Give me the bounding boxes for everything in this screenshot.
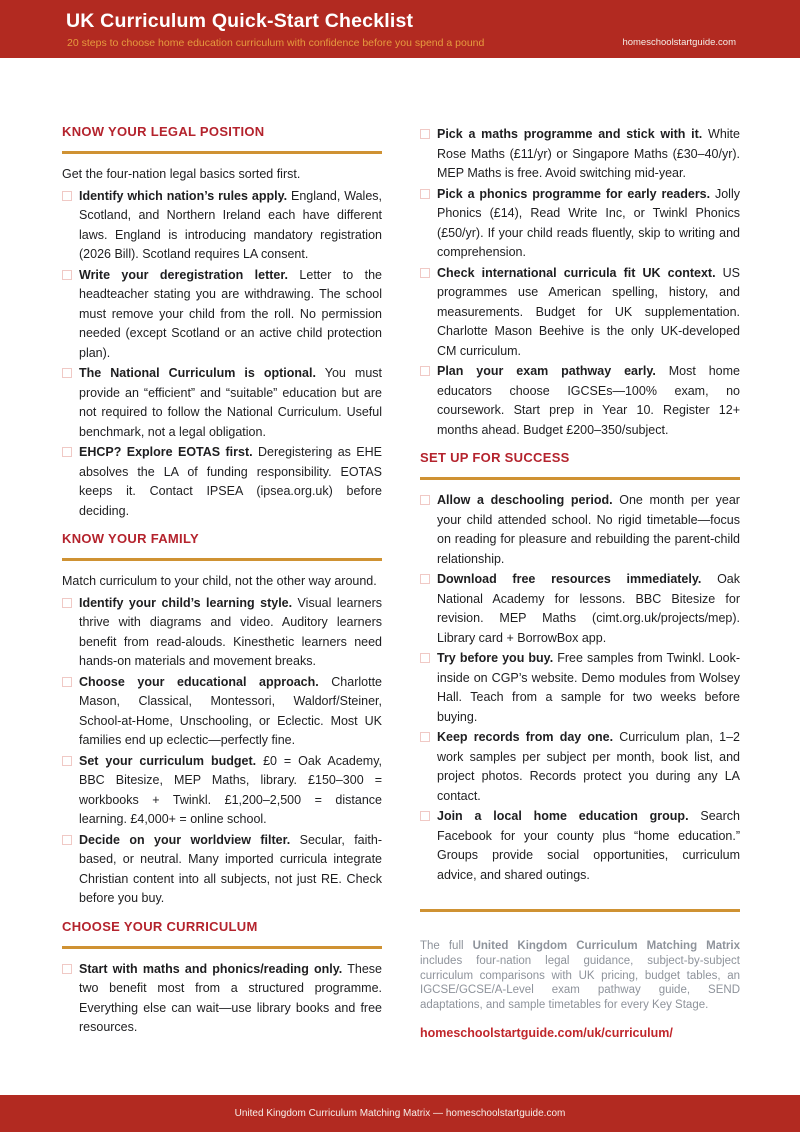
checklist-item-lead: Identify which nation’s rules apply. bbox=[79, 188, 288, 203]
checklist-item-lead: Pick a phonics programme for early readers. bbox=[437, 186, 711, 201]
right-column bbox=[420, 120, 740, 1040]
header-band bbox=[0, 0, 800, 58]
checklist-item-body: £0 = Oak Academy, BBC Bitesize, MEP Maths, library. £150–300 = workbooks + Twinkl. £1,200–2,500 = distance learning. £4,000+ = online school. bbox=[79, 753, 383, 826]
checklist-item bbox=[62, 831, 382, 909]
checklist-item-lead: Write your deregistration letter. bbox=[79, 267, 289, 282]
section bbox=[62, 531, 382, 561]
checklist-item bbox=[420, 125, 740, 184]
footer-text: United Kingdom Curriculum Matching Matrix — homeschoolstartguide.com bbox=[234, 1108, 566, 1119]
curriculum-link[interactable]: homeschoolstartguide.com/uk/curriculum/ bbox=[420, 1025, 673, 1040]
checklist-item-body: Deregistering as EHE absolves the LA of funding responsibility. EOTAS keeps it. Contact IPSEA (ipsea.org.uk) before deciding. bbox=[79, 445, 382, 518]
checklist-item-body: Letter to the headteacher stating you are withdrawing. The school must remove your child from the roll. No permission needed (except Scotland or an active child protection plan). bbox=[79, 267, 383, 360]
checklist-item bbox=[420, 570, 740, 648]
checklist-item-body: Visual learners thrive with diagrams and video. Auditory learners benefit from read-alouds. Kinesthetic learners need hands-on materials and movement breaks. bbox=[79, 595, 382, 668]
checkbox[interactable] bbox=[62, 598, 72, 608]
checklist-item-body: These two benefit most from a structured programme. Everything else can wait—use library books and free resources. bbox=[79, 961, 382, 1034]
checklist-item-body: Most home educators choose IGCSEs—100% exam, no coursework. Start prep in Year 10. Register 12+ months ahead. Budget £200–350/subject. bbox=[437, 364, 740, 437]
section bbox=[62, 124, 382, 154]
checklist-item-body: Free samples from Twinkl. Look-inside on CGP’s website. Demo modules from Wolsey Hall. Teach from a sample for two weeks before buying. bbox=[437, 651, 741, 724]
checklist-item bbox=[62, 752, 382, 830]
footer-band bbox=[0, 1095, 800, 1132]
checklist-item bbox=[62, 266, 382, 364]
checklist-item-lead: Allow a deschooling period. bbox=[437, 493, 613, 507]
checklist-item-lead: Decide on your worldview filter. bbox=[79, 832, 291, 847]
checklist-item-lead: EHCP? Explore EOTAS first. bbox=[79, 445, 253, 459]
checkbox[interactable] bbox=[420, 366, 430, 376]
checklist-item-lead: The National Curriculum is optional. bbox=[79, 366, 316, 380]
checkbox[interactable] bbox=[420, 129, 430, 139]
checklist-item bbox=[420, 264, 740, 362]
checklist-item-body: One month per year your child attended school. No rigid timetable—focus on reading for pleasure and rebuilding the parent-child relationship. bbox=[437, 493, 740, 566]
header-site-url: homeschoolstartguide.com bbox=[622, 37, 736, 48]
checklist-item bbox=[62, 364, 382, 442]
checklist-item-body: Search Facebook for your county plus “home education.” Groups provide social opportunities, curriculum advice, and shared outings. bbox=[437, 809, 740, 882]
checklist-item bbox=[62, 187, 382, 265]
checklist-item-lead: Pick a maths programme and stick with it. bbox=[437, 127, 703, 141]
checklist-item bbox=[62, 960, 382, 1038]
checklist-item-lead: Choose your educational approach. bbox=[79, 674, 319, 689]
checkbox[interactable] bbox=[420, 189, 430, 199]
checkbox[interactable] bbox=[62, 191, 72, 201]
section bbox=[420, 450, 740, 480]
section-intro-text: Match curriculum to your child, not the other way around. bbox=[62, 574, 377, 588]
checkbox[interactable] bbox=[62, 756, 72, 766]
checklist-item-lead: Join a local home education group. bbox=[437, 809, 689, 823]
note-prefix: The full bbox=[420, 940, 473, 952]
checklist-item-body: Jolly Phonics (£14), Read Write Inc, or Twinkl Phonics (£50/yr). If your child reads fluently, skip to writing and comprehension. bbox=[437, 186, 740, 259]
checkbox[interactable] bbox=[62, 368, 72, 378]
content-area bbox=[62, 120, 740, 1040]
checkbox[interactable] bbox=[420, 811, 430, 821]
section-divider-rule bbox=[62, 558, 382, 561]
section-divider-rule bbox=[420, 477, 740, 480]
checkbox[interactable] bbox=[420, 574, 430, 584]
checkbox[interactable] bbox=[62, 677, 72, 687]
checklist-item-body: England, Wales, Scotland, and Northern Ireland each have different laws. England is introducing mandatory registration (2026 Bill). Scotland requires LA consent. bbox=[79, 188, 383, 261]
checklist-item bbox=[62, 443, 382, 521]
checklist-item bbox=[420, 728, 740, 806]
checklist-item-lead: Download free resources immediately. bbox=[437, 572, 702, 586]
note-product-name: United Kingdom Curriculum Matching Matrix bbox=[472, 940, 740, 952]
section-heading: KNOW YOUR FAMILY bbox=[62, 531, 199, 546]
section-heading: KNOW YOUR LEGAL POSITION bbox=[62, 124, 265, 139]
section bbox=[62, 919, 382, 949]
checkbox[interactable] bbox=[420, 653, 430, 663]
page-subtitle: 20 steps to choose home education curriculum with confidence before you spend a pound bbox=[67, 37, 485, 49]
checklist-item-lead: Start with maths and phonics/reading only. bbox=[79, 961, 343, 976]
page-title: UK Curriculum Quick-Start Checklist bbox=[66, 10, 414, 32]
checklist-item-body: You must provide an “efficient” and “suitable” education but are not required to follow the National Curriculum. Useful benchmark, not a legal obligation. bbox=[79, 366, 383, 439]
checklist-item bbox=[420, 491, 740, 569]
checklist-item-lead: Check international curricula fit UK context. bbox=[437, 265, 716, 280]
checklist-item bbox=[420, 185, 740, 263]
section-divider-rule bbox=[62, 946, 382, 949]
checklist-item-lead: Set your curriculum budget. bbox=[79, 753, 257, 768]
left-column bbox=[62, 120, 382, 1040]
checklist-item bbox=[420, 649, 740, 727]
checklist-item bbox=[62, 594, 382, 672]
section-heading: SET UP FOR SUCCESS bbox=[420, 450, 570, 465]
checklist-item-body: White Rose Maths (£11/yr) or Singapore Maths (£30–40/yr). MEP Maths is free. Avoid switching mid-year. bbox=[437, 127, 740, 180]
checklist-item-lead: Keep records from day one. bbox=[437, 730, 614, 744]
checklist-item-lead: Plan your exam pathway early. bbox=[437, 364, 656, 378]
checklist-item bbox=[420, 362, 740, 440]
section-divider-rule bbox=[62, 151, 382, 154]
checkbox[interactable] bbox=[420, 268, 430, 278]
checklist-item-body: Curriculum plan, 1–2 work samples per subject per month, book list, and project photos. Records protect you during any LA contact. bbox=[437, 730, 740, 803]
checkbox[interactable] bbox=[420, 495, 430, 505]
closing-divider-rule bbox=[420, 909, 740, 912]
checklist-item-body: Secular, faith-based, or neutral. Many imported curricula integrate Christian content into all subjects, not just RE. Check before you buy. bbox=[79, 832, 383, 905]
section-heading: CHOOSE YOUR CURRICULUM bbox=[62, 918, 258, 934]
checkbox[interactable] bbox=[62, 964, 72, 974]
checklist-item bbox=[62, 673, 382, 751]
checklist-item-lead: Identify your child’s learning style. bbox=[79, 595, 293, 610]
section-intro-text: Get the four-nation legal basics sorted first. bbox=[62, 167, 301, 181]
checkbox[interactable] bbox=[62, 835, 72, 845]
checklist-item-body: US programmes use American spelling, history, and measurements. Budget for UK supplementation. Charlotte Mason Beehive is the only UK-developed CM curriculum. bbox=[437, 265, 740, 358]
checklist-item-body: Charlotte Mason, Classical, Montessori, Waldorf/Steiner, School-at-Home, Unschooling, or Eclectic. Most UK families end up eclectic—perfectly fine. bbox=[79, 674, 382, 747]
note-suffix: includes four-nation legal guidance, subject-by-subject curriculum comparisons with UK pricing, budget tables, an IGCSE/GCSE/A-Level exam pathway guide, SEND adaptations, and sample timetables for every Key Stage. bbox=[420, 954, 740, 1012]
checkbox[interactable] bbox=[62, 447, 72, 457]
checkbox[interactable] bbox=[420, 732, 430, 742]
checkbox[interactable] bbox=[62, 270, 72, 280]
closing-note bbox=[420, 939, 740, 1013]
checklist-item-lead: Try before you buy. bbox=[437, 651, 554, 665]
checklist-item bbox=[420, 807, 740, 885]
checklist-item-body: Oak National Academy for lessons. BBC Bitesize for revision. MEP Maths (cimt.org.uk/projects/mep). Library card + BorrowBox app. bbox=[437, 572, 740, 645]
